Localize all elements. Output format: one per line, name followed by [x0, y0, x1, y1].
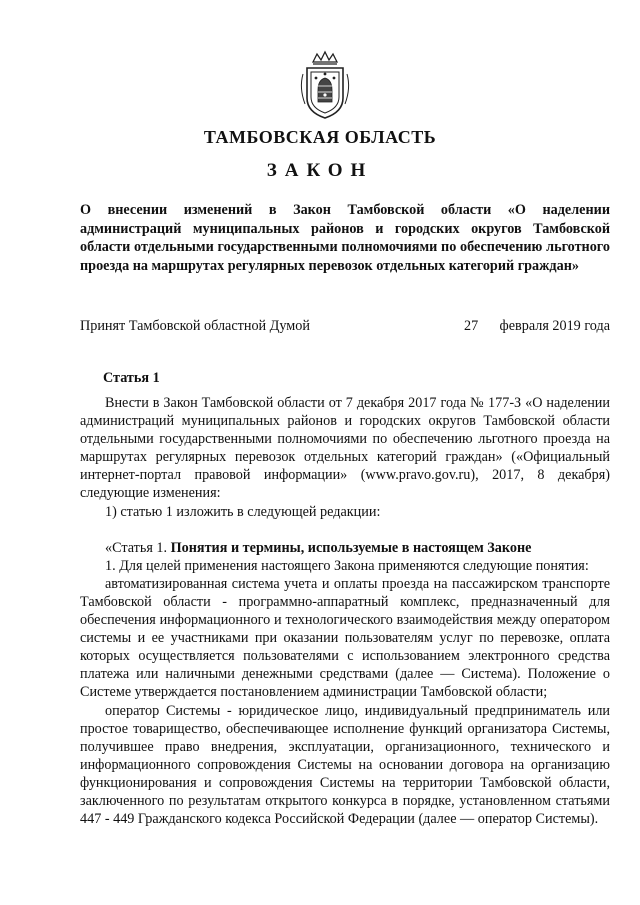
article-intro: Внести в Закон Тамбовской области от 7 декабря 2017 года № 177-З «О наделении администраций муниципальных районов и городских округов Тамбовской области отдельными государственными полномочиями по обеспечению льготного проезда на маршрутах регулярных перевозок отдельных категорий граждан» («Официальный интернет-портал правовой информации» (www.pravo.gov.ru), 2017, 8 декабря) следующие изменения: — [80, 395, 610, 502]
law-title: О внесении изменений в Закон Тамбовской области «О наделении администраций муниципальных районов и городских округов Тамбовской области отдельными государственными полномочиями по обеспечению льготного проезда на маршрутах регулярных перевозок отдельных категорий граждан» — [80, 202, 610, 274]
adoption-day: 27 — [464, 318, 479, 334]
article-title: Статья 1 — [103, 370, 160, 386]
definition-operator: оператор Системы - юридическое лицо, индивидуальный предприниматель или простое товарищество, обеспечивающее исполнение функций организатора Системы, получившее право внедрения, эксплуатации, организационного, технического и информационного сопровождения Системы на основании договора на организацию функционирования и сопровождения Системы на территории Тамбовской области, заключенного по результатам открытого конкурса в порядке, установленном статьями 447 - 449 Гражданского кодекса Российской Федерации (далее — оператор Системы). — [80, 702, 610, 828]
document-type: ЗАКОН — [266, 160, 374, 181]
quoted-article-title: Понятия и термины, используемые в настоящем Законе — [170, 539, 532, 556]
paragraph-1: 1. Для целей применения настоящего Закона применяются следующие понятия: — [105, 557, 589, 574]
adoption-month-year: февраля 2019 года — [499, 318, 610, 334]
article-item-1: 1) статью 1 изложить в следующей редакции: — [105, 503, 381, 520]
quoted-article-prefix: «Статья 1. — [105, 539, 171, 556]
article-body — [80, 394, 610, 828]
quoted-article-heading — [80, 539, 610, 557]
coat-of-arms-icon — [295, 48, 355, 120]
region-name: ТАМБОВСКАЯ ОБЛАСТЬ — [203, 127, 437, 147]
adoption-line — [80, 318, 610, 335]
adoption-text: Принят Тамбовской областной Думой — [80, 318, 310, 334]
definition-system: автоматизированная система учета и оплаты проезда на пассажирском транспорте Тамбовской области - программно-аппаратный комплекс, предназначенный для обеспечения информационного и технологического взаимодействия между оператором системы и ее участниками при оказании пользователям услуг по перевозке, оплата которых осуществляется пользователями с использованием электронного средства платежа или наличными денежными средствами (далее — Система). Положение о Системе утверждается постановлением администрации Тамбовской области; — [80, 575, 610, 701]
